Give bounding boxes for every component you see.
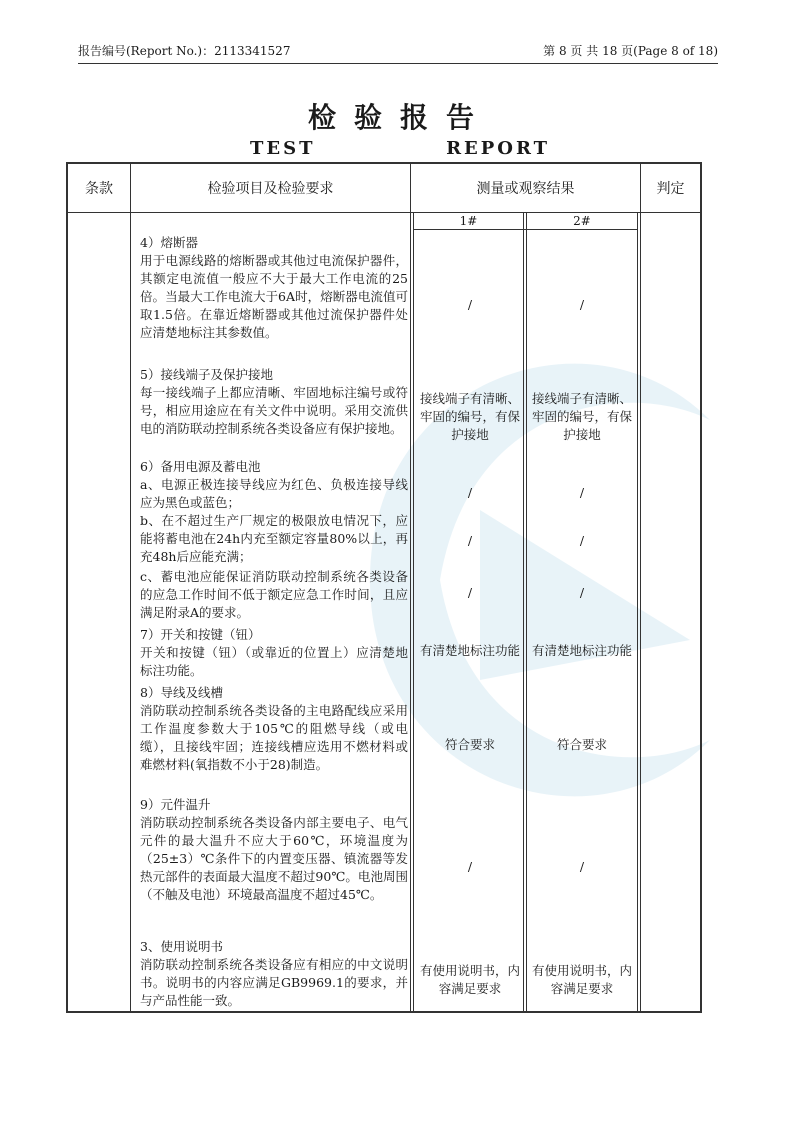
- result-sample-2: /: [579, 533, 585, 548]
- header-item: 检验项目及检验要求: [207, 181, 334, 197]
- requirement-heading: 5）接线端子及保护接地: [140, 367, 273, 382]
- requirement-text: 消防联动控制系统各类设备应有相应的中文说明书。说明书的内容应满足GB9969.1的要求，并与产品性能一致。: [140, 957, 408, 1008]
- result-sample-1: 符合要求: [444, 737, 495, 752]
- requirement-wiring: [140, 684, 408, 774]
- requirement-temperature-rise: [140, 796, 408, 904]
- requirement-heading: 7）开关和按键（钮）: [140, 627, 261, 642]
- requirement-fuse: [140, 234, 408, 342]
- result-sample-2: 有使用说明书，内容满足要求: [531, 963, 632, 996]
- requirement-heading: 6）备用电源及蓄电池: [140, 459, 261, 474]
- requirement-heading: 9）元件温升: [140, 797, 211, 812]
- header-sample-2: 2#: [573, 214, 591, 228]
- result-sample-2: /: [579, 485, 585, 500]
- page-number: 第 8 页 共 18 页(Page 8 of 18): [543, 44, 718, 58]
- requirement-switches: [140, 626, 408, 680]
- requirement-text: 开关和按键（钮）（或靠近的位置上）应清楚地标注功能。: [140, 645, 408, 678]
- requirement-text: c、蓄电池应能保证消防联动控制系统各类设备的应急工作时间不低于额定应急工作时间，且应满足附录A的要求。: [140, 569, 408, 620]
- requirement-heading: 3、使用说明书: [140, 939, 223, 954]
- requirement-battery-c: [140, 568, 408, 622]
- subtitle-word-1: TEST: [250, 138, 316, 159]
- result-sample-2: /: [579, 859, 585, 874]
- result-sample-2: 接线端子有清晰、牢固的编号，有保护接地: [531, 391, 632, 442]
- requirement-text: 用于电源线路的熔断器或其他过电流保护器件，其额定电流值一般应不大于最大工作电流的25倍。当最大工作电流大于6A时，熔断器电流值可取1.5倍。在靠近熔断器或其他过流保护器件处应清楚地标注其参数值。: [140, 253, 408, 340]
- requirement-heading: 8）导线及线槽: [140, 685, 223, 700]
- requirement-text: 每一接线端子上都应清晰、牢固地标注编号或符号，相应用途应在有关文件中说明。采用交流供电的消防联动控制系统各类设备应有保护接地。: [140, 385, 408, 436]
- requirement-text: a、电源正极连接导线应为红色、负极连接导线应为黑色或蓝色；: [140, 477, 408, 510]
- requirement-battery-b: [140, 512, 408, 566]
- header-result: 测量或观察结果: [476, 181, 575, 197]
- result-sample-1: /: [467, 859, 473, 874]
- result-sample-1: 有使用说明书，内容满足要求: [419, 963, 520, 996]
- page-title: 检验报告: [307, 101, 492, 134]
- header-sample-1: 1#: [459, 214, 478, 228]
- requirement-text: b、在不超过生产厂规定的极限放电情况下，应能将蓄电池在24h内充至额定容量80%以上，再充48h后应能充满；: [140, 513, 408, 564]
- requirement-terminals: [140, 366, 408, 438]
- requirement-battery-a: [140, 458, 408, 512]
- requirement-heading: 4）熔断器: [140, 235, 198, 250]
- subtitle-word-2: REPORT: [446, 138, 550, 159]
- header-clause: 条款: [85, 181, 113, 197]
- requirement-text: 消防联动控制系统各类设备内部主要电子、电气元件的最大温升不应大于60℃，环境温度为（25±3）℃条件下的内置变压器、镇流器等发热元部件的表面最大温度不超过90℃。电池周围（不触及电池）环境最高温度不超过45℃。: [140, 815, 408, 902]
- result-sample-2: /: [579, 585, 585, 600]
- result-sample-1: /: [467, 585, 473, 600]
- requirement-text: 消防联动控制系统各类设备的主电路配线应采用工作温度参数大于105℃的阻燃导线（或电缆），且接线牢固；连接线槽应选用不燃材料或难燃材料(氧指数不小于28)制造。: [140, 703, 408, 772]
- result-sample-2: 有清楚地标注功能: [531, 643, 632, 658]
- result-sample-2: /: [579, 297, 585, 312]
- header-verdict: 判定: [656, 181, 685, 197]
- report-number: 报告编号(Report No.)：2113341527: [78, 44, 291, 58]
- result-sample-1: /: [467, 533, 473, 548]
- result-sample-1: /: [467, 485, 473, 500]
- result-sample-1: 接线端子有清晰、牢固的编号，有保护接地: [419, 391, 520, 442]
- result-sample-2: 符合要求: [556, 737, 607, 752]
- result-sample-1: /: [467, 297, 473, 312]
- requirement-manual: [140, 938, 408, 1010]
- result-sample-1: 有清楚地标注功能: [419, 643, 520, 658]
